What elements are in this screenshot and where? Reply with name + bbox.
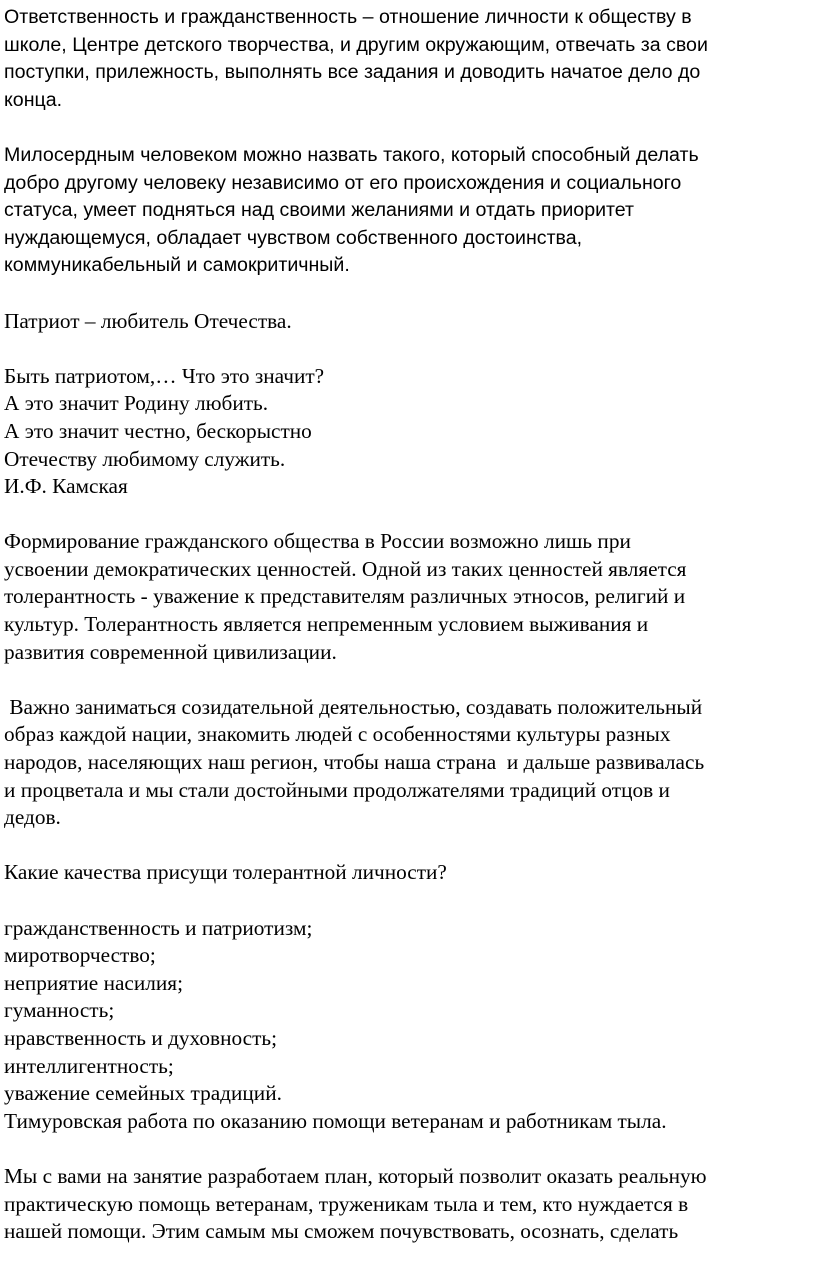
paragraph-civil-society <box>4 528 810 666</box>
text-line: нашей помощи. Этим самым мы сможем почувствовать, осознать, сделать <box>4 1219 679 1244</box>
text-line: и процветала и мы стали достойными продолжателями традиций отцов и <box>4 777 670 802</box>
text-line: конца. <box>4 88 63 111</box>
text-line: школе, Центре детского творчества, и другим окружающим, отвечать за свои <box>4 33 708 56</box>
text-line: статуса, умеет подняться над своими желаниями и отдать приоритет <box>4 199 635 222</box>
list-item: гражданственность и патриотизм; <box>4 915 313 940</box>
list-item: гуманность; <box>4 998 115 1023</box>
text-line: Тимуровская работа по оказанию помощи ветеранам и работникам тыла. <box>4 1108 667 1133</box>
text-line: Какие качества присущи толерантной личности? <box>4 860 447 885</box>
text-line: добро другому человеку независимо от его происхождения и социального <box>4 171 682 194</box>
poem-line: Отечеству любимому служить. <box>4 446 286 471</box>
qualities-list <box>4 915 810 1136</box>
paragraph-mercy <box>4 142 810 280</box>
text-line: Формирование гражданского общества в России возможно лишь при <box>4 529 631 554</box>
paragraph-patriot-definition <box>4 308 810 336</box>
text-line: культур. Толерантность является непременным условием выживания и <box>4 612 649 637</box>
text-line: Милосердным человеком можно назвать такого, который способный делать <box>4 143 699 166</box>
text-line: развития современной цивилизации. <box>4 639 337 664</box>
text-line: поступки, прилежность, выполнять все задания и доводить начатое дело до <box>4 61 701 84</box>
poem-author: И.Ф. Камская <box>4 474 128 499</box>
text-line: дедов. <box>4 805 61 830</box>
text-line: Патриот – любитель Отечества. <box>4 308 292 333</box>
text-line: нуждающемуся, обладает чувством собственного достоинства, <box>4 226 583 249</box>
paragraph-creative-activity <box>4 694 810 832</box>
paragraph-question <box>4 859 810 887</box>
text-line: Ответственность и гражданственность – отношение личности к обществу в <box>4 6 692 28</box>
text-line: практическую помощь ветеранам, труженикам тыла и тем, кто нуждается в <box>4 1191 689 1216</box>
list-item: интеллигентность; <box>4 1053 174 1078</box>
text-line: Мы с вами на занятие разработаем план, который позволит оказать реальную <box>4 1163 707 1188</box>
text-line: толерантность - уважение к представителям различных этносов, религий и <box>4 584 686 609</box>
paragraph-responsibility <box>4 4 810 114</box>
list-item: неприятие насилия; <box>4 970 184 995</box>
text-line: образ каждой нации, знакомить людей с особенностями культуры разных <box>4 722 671 747</box>
list-item: нравственность и духовность; <box>4 1025 278 1050</box>
list-item: миротворчество; <box>4 943 156 968</box>
poem-line: А это значит честно, бескорыстно <box>4 418 312 443</box>
text-line: народов, населяющих наш регион, чтобы наша страна и дальше развивалась <box>4 750 705 775</box>
paragraph-plan <box>4 1163 810 1246</box>
poem <box>4 363 810 501</box>
text-line: коммуникабельный и самокритичный. <box>4 254 350 277</box>
poem-line: А это значит Родину любить. <box>4 391 269 416</box>
poem-line: Быть патриотом,… Что это значит? <box>4 363 325 388</box>
list-item: уважение семейных традиций. <box>4 1081 282 1106</box>
text-line: Важно заниматься созидательной деятельностью, создавать положительный <box>4 694 703 719</box>
text-line: усвоении демократических ценностей. Одной из таких ценностей является <box>4 556 687 581</box>
